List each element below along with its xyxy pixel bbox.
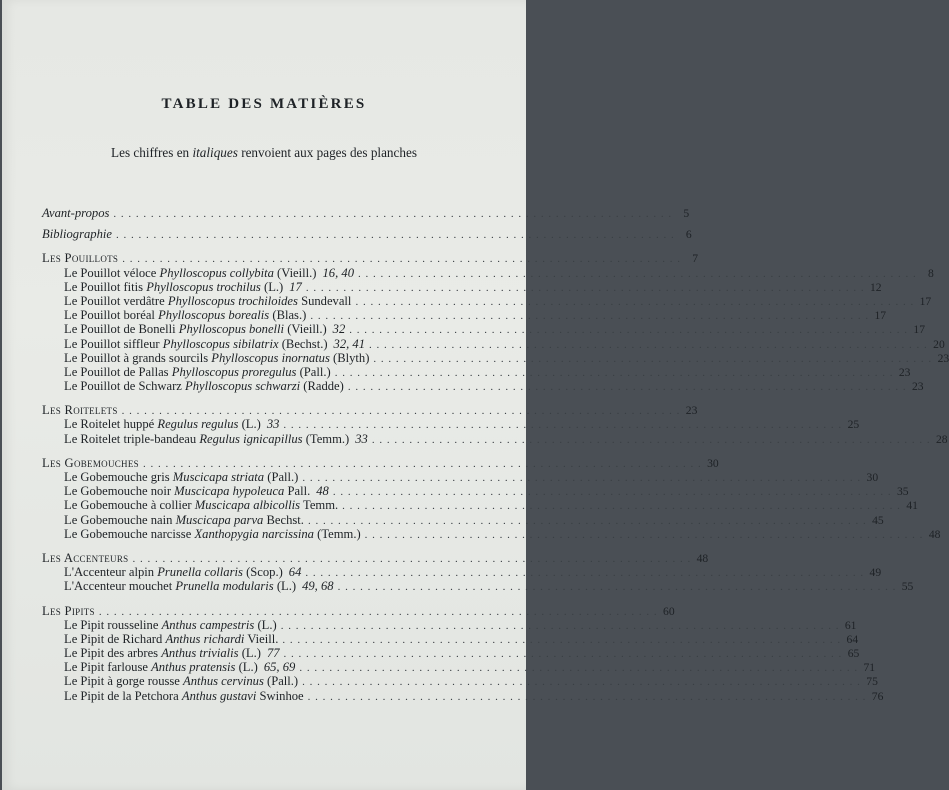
toc-entry <box>42 470 879 484</box>
author-name: Sundevall <box>301 293 352 308</box>
toc-entry <box>42 660 876 675</box>
common-name: Le Pipit farlouse <box>64 660 148 675</box>
latin-name: Muscicapa albicollis <box>194 498 301 513</box>
dot-leader <box>283 418 842 432</box>
dot-leader <box>132 552 691 566</box>
common-name: L'Accenteur alpin <box>64 565 155 580</box>
plate-numbers: 33 <box>355 431 368 446</box>
page-number: 23 <box>912 380 924 394</box>
entry-text <box>64 565 301 579</box>
plate-numbers: 32, 41 <box>333 336 366 351</box>
common-name: Le Gobemouche gris <box>64 470 170 484</box>
page-number: 6 <box>685 228 692 242</box>
latin-name: Anthus cervinus <box>183 674 264 689</box>
section-heading: Les Gobemouches <box>42 455 139 470</box>
common-name: Le Pouillot verdâtre <box>64 293 165 308</box>
page-number: 23 <box>937 351 949 365</box>
page-number: 61 <box>844 618 857 632</box>
latin-name: Anthus pratensis <box>151 660 236 675</box>
latin-name: Phylloscopus borealis <box>158 308 270 323</box>
author-name: (Radde) <box>303 379 344 394</box>
plate-numbers: 77 <box>266 646 280 661</box>
entry-text <box>64 632 278 646</box>
dot-leader <box>365 528 924 542</box>
page-number: 23 <box>898 365 911 379</box>
dot-leader <box>113 207 672 221</box>
page-number: 35 <box>897 485 909 499</box>
dot-leader <box>306 281 865 295</box>
latin-name: Prunella collaris <box>157 565 243 580</box>
entry-text <box>64 351 369 365</box>
common-name: Le Roitelet triple-bandeau <box>64 431 197 446</box>
latin-name: Muscicapa hypoleuca <box>174 484 285 499</box>
note-text-after: renvoient aux pages des planches <box>237 145 417 160</box>
front-matter-row <box>42 206 690 220</box>
toc-entry <box>42 674 878 689</box>
toc-entry <box>42 417 860 432</box>
toc-entry <box>42 265 934 280</box>
toc-entry <box>42 498 918 513</box>
entry-text <box>64 280 302 294</box>
latin-name: Phylloscopus collybita <box>159 265 274 280</box>
latin-name: Anthus gustavi <box>181 688 257 703</box>
page-title: TABLE DES MATIÈRES <box>161 96 367 112</box>
toc-entry <box>42 617 857 632</box>
common-name: Le Gobemouche narcisse <box>64 526 192 541</box>
toc-entry <box>42 293 932 308</box>
page-number: 30 <box>707 456 719 470</box>
author-name: (L.) <box>264 279 284 294</box>
latin-name: Phylloscopus sibilatrix <box>162 336 279 351</box>
plate-numbers: 49, 68 <box>302 579 334 594</box>
entry-text <box>64 432 368 446</box>
section-heading: Les Pouillots <box>42 251 119 266</box>
dot-leader <box>342 499 901 513</box>
page-number: 23 <box>685 404 698 418</box>
latin-name: Phylloscopus schwarzi <box>185 379 301 394</box>
entry-text <box>64 618 277 632</box>
dot-leader <box>355 295 914 309</box>
table-of-contents <box>42 206 949 703</box>
page-number: 65 <box>847 647 860 661</box>
latin-name: Muscicapa parva <box>175 512 264 527</box>
plate-numbers: 64 <box>288 565 302 580</box>
toc-entry <box>42 565 882 580</box>
toc-entry <box>42 484 909 499</box>
dot-leader <box>302 675 861 689</box>
author-name: Temm. <box>303 498 339 513</box>
page-number: 55 <box>901 580 914 594</box>
common-name: Le Roitelet huppé <box>64 417 155 432</box>
page-number: 12 <box>869 280 882 294</box>
plate-numbers: 32 <box>332 322 346 337</box>
dot-leader <box>143 457 702 471</box>
toc-entry <box>42 364 911 379</box>
author-name: (L.) <box>276 579 297 594</box>
author-name: Bechst. <box>266 512 304 527</box>
common-name: L'Accenteur mouchet <box>64 579 173 594</box>
common-name: Le Pouillot véloce <box>64 265 157 280</box>
dot-leader <box>99 605 658 619</box>
latin-name: Phylloscopus bonelli <box>178 322 285 337</box>
section-row <box>42 403 698 418</box>
page-number: 45 <box>872 513 884 527</box>
plate-numbers: 17 <box>289 279 302 294</box>
latin-name: Phylloscopus proregulus <box>171 364 297 379</box>
entry-text <box>64 322 345 336</box>
entry-text <box>64 484 329 498</box>
section-row <box>42 603 675 618</box>
page-number: 60 <box>663 604 675 618</box>
common-name: Le Pipit rousseline <box>64 617 159 632</box>
latin-name: Phylloscopus trochilus <box>146 279 261 294</box>
entry-text <box>64 308 306 322</box>
common-name: Le Pouillot à grands sourcils <box>64 350 209 365</box>
toc-entry <box>42 322 926 337</box>
common-name: Le Gobemouche noir <box>64 484 172 499</box>
author-name: (L.) <box>241 417 261 432</box>
author-name: (Vieill.) <box>277 265 317 280</box>
italics-note <box>2 145 526 161</box>
common-name: Le Pouillot siffleur <box>64 336 160 351</box>
dot-leader <box>302 471 861 485</box>
page-number: 8 <box>927 266 934 280</box>
author-name: Pall. <box>287 484 311 499</box>
front-matter-label: Bibliographie <box>42 227 112 242</box>
author-name: (Pall.) <box>267 470 299 484</box>
common-name: Le Pipit des arbres <box>64 646 159 661</box>
entry-text <box>64 379 344 393</box>
latin-name: Prunella modularis <box>175 579 274 594</box>
entry-text <box>64 689 304 703</box>
section-row <box>42 455 719 470</box>
common-name: Le Gobemouche nain <box>64 512 173 527</box>
common-name: Le Pouillot de Schwarz <box>64 379 182 394</box>
dot-leader <box>373 352 932 366</box>
latin-name: Phylloscopus inornatus <box>211 350 330 365</box>
common-name: Le Pouillot boréal <box>64 308 155 323</box>
author-name: (Scop.) <box>246 565 283 580</box>
entry-text <box>64 365 331 379</box>
dot-leader <box>348 380 907 394</box>
author-name: (Vieill.) <box>287 322 327 337</box>
plate-numbers: 65, 69 <box>263 660 296 675</box>
latin-name: Anthus richardi <box>165 631 245 646</box>
latin-name: Regulus ignicapillus <box>199 431 303 446</box>
author-name: (L.) <box>238 660 258 675</box>
dot-leader <box>122 404 681 418</box>
toc-entry <box>42 579 914 594</box>
author-name: (Bechst.) <box>281 336 328 351</box>
dot-leader <box>349 323 908 337</box>
entry-text <box>64 498 338 512</box>
common-name: Le Pipit à gorge rousse <box>64 674 180 689</box>
page-number: 48 <box>928 527 941 541</box>
latin-name: Anthus campestris <box>161 617 255 632</box>
section-heading: Les Roitelets <box>42 403 118 418</box>
common-name: Le Pouillot fitis <box>64 279 144 294</box>
latin-name: Xanthopygia narcissina <box>194 526 314 541</box>
author-name: Vieill. <box>247 631 279 646</box>
entry-text <box>64 294 351 308</box>
page-number: 41 <box>906 499 918 513</box>
common-name: Le Pipit de la Petchora <box>64 688 179 703</box>
toc-entry <box>42 526 941 541</box>
section-row <box>42 550 709 565</box>
dot-leader <box>308 514 867 528</box>
dot-leader <box>372 433 931 447</box>
entry-text <box>64 470 298 484</box>
dot-leader <box>305 566 864 580</box>
page-number: 49 <box>869 566 882 580</box>
common-name: Le Gobemouche à collier <box>64 498 192 513</box>
page-number: 75 <box>866 675 878 689</box>
dot-leader <box>308 690 867 704</box>
dot-leader <box>358 267 917 281</box>
page-number: 48 <box>696 551 709 565</box>
entry-text <box>64 266 354 280</box>
toc-entry <box>42 350 949 365</box>
page-number: 25 <box>847 418 860 432</box>
toc-entry <box>42 631 859 646</box>
entry-text <box>64 579 334 593</box>
author-name: (Temm.) <box>317 526 361 541</box>
dot-leader <box>284 647 843 661</box>
toc-entry <box>42 308 887 323</box>
page-number: 28 <box>935 432 948 446</box>
dot-leader <box>116 228 675 242</box>
author-name: (Blas.) <box>272 308 307 323</box>
section-row <box>42 251 698 266</box>
latin-name: Muscicapa striata <box>172 470 265 484</box>
entry-text <box>64 527 361 541</box>
common-name: Le Pipit de Richard <box>64 631 163 646</box>
dot-leader <box>122 252 681 266</box>
dot-leader <box>369 338 928 352</box>
section-heading: Les Pipits <box>42 603 95 618</box>
page-number: 71 <box>863 661 876 675</box>
page-number: 5 <box>683 207 690 220</box>
entry-text <box>64 674 298 688</box>
dot-leader <box>338 580 897 594</box>
page-number: 17 <box>919 294 932 308</box>
author-name: (L.) <box>241 646 261 661</box>
toc-entry <box>42 688 884 703</box>
toc-entry <box>42 431 948 446</box>
section-heading: Les Accenteurs <box>42 550 129 565</box>
author-name: (Pall.) <box>267 674 299 689</box>
book-page <box>2 0 949 790</box>
page-number: 76 <box>871 689 884 703</box>
entry-text <box>64 513 304 527</box>
toc-entry <box>42 379 924 394</box>
dot-leader <box>333 485 892 499</box>
plate-numbers: 33 <box>266 417 280 432</box>
toc-entry <box>42 279 882 294</box>
front-matter-row <box>42 227 692 242</box>
latin-name: Regulus regulus <box>157 417 239 432</box>
author-name: (Temm.) <box>305 431 350 446</box>
page-number: 30 <box>866 471 879 484</box>
note-text-before: Les chiffres en <box>111 145 193 160</box>
dot-leader <box>282 633 841 647</box>
latin-name: Anthus trivialis <box>161 646 239 661</box>
author-name: (Blyth) <box>333 350 370 365</box>
dot-leader <box>335 366 894 380</box>
entry-text <box>64 660 295 674</box>
toc-entry <box>42 336 945 351</box>
page-number: 7 <box>692 252 698 266</box>
author-name: (L.) <box>257 617 277 632</box>
entry-text <box>64 417 279 431</box>
toc-entry <box>42 512 884 527</box>
front-matter-label: Avant-propos <box>42 206 110 220</box>
page-number: 64 <box>846 632 859 646</box>
entry-text <box>64 337 365 351</box>
common-name: Le Pouillot de Pallas <box>64 364 169 379</box>
latin-name: Phylloscopus trochiloides <box>167 293 298 308</box>
author-name: (Pall.) <box>299 364 331 379</box>
dot-leader <box>310 309 869 323</box>
page-number: 20 <box>933 337 945 351</box>
page-number: 17 <box>874 309 887 323</box>
note-text-italic: italiques <box>192 145 238 160</box>
author-name: Swinhoe <box>259 688 304 703</box>
toc-entry <box>42 646 860 661</box>
plate-numbers: 48 <box>316 484 329 499</box>
page-number: 17 <box>913 323 926 337</box>
plate-numbers: 16, 40 <box>322 265 354 280</box>
dot-leader <box>281 619 840 633</box>
common-name: Le Pouillot de Bonelli <box>64 322 176 337</box>
entry-text <box>64 646 280 660</box>
dot-leader <box>299 661 858 675</box>
